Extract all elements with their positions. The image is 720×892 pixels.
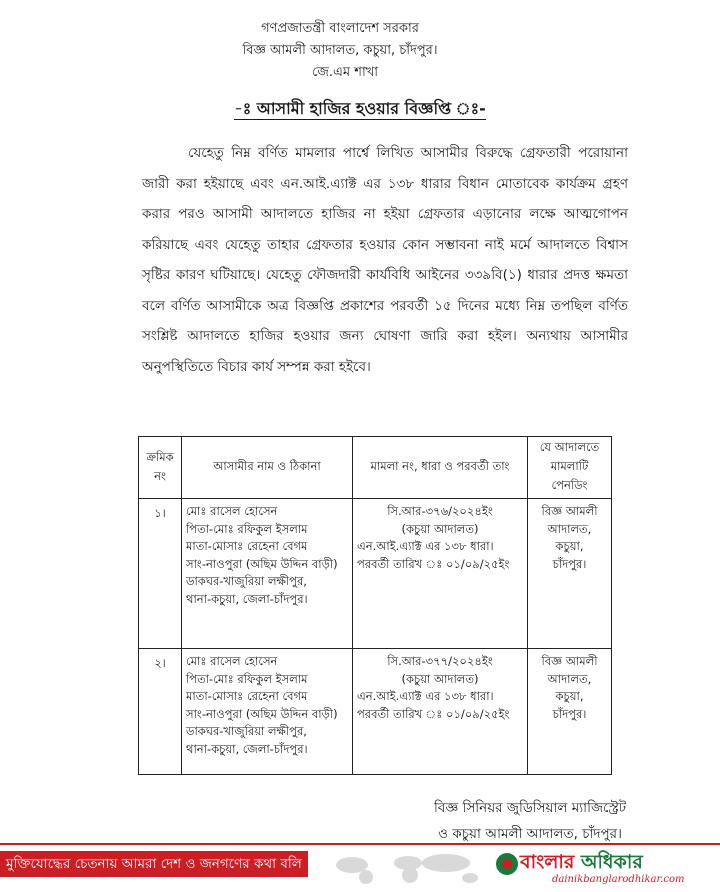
row-court: [528, 649, 612, 775]
accused-mother: মাতা-মোসাঃ রেহেনা বেগম: [186, 539, 308, 553]
brand-name-part1: বাংলার: [520, 851, 575, 873]
newspaper-brand[interactable]: [490, 847, 715, 891]
serial-header-line1: ক্রমিক: [146, 449, 174, 464]
accused-name: মোঃ রাসেল হোসেন: [186, 504, 278, 518]
accused-mother: মাতা-মোসাঃ রেহেনা বেগম: [186, 689, 308, 703]
case-next-date: পরবর্তী তারিখ ঃ ০১/০৯/২৫ইং: [357, 556, 510, 571]
table-header-row: [139, 437, 612, 499]
court-line: আদালত, কচুয়া,: [547, 671, 592, 703]
court-line: চাঁদপুর।: [552, 556, 587, 571]
case-section: এন.আই.এ্যাক্ট এর ১৩৮ ধারা।: [357, 689, 494, 703]
signature-block: [370, 795, 690, 847]
brand-name-part2: অধিকার: [581, 851, 643, 873]
case-number: সি.আর-৩৭৬/২০২৪ইং: [387, 504, 493, 518]
accused-village: সাং-নাওপুরা (অছিম উদ্দিন বাড়ী): [186, 706, 338, 721]
brand-url[interactable]: dainikbanglarodhikar.com: [552, 874, 685, 885]
accused-village: সাং-নাওপুরা (অছিম উদ্দিন বাড়ী): [186, 556, 338, 571]
newspaper-footer: [0, 843, 720, 892]
accused-name: মোঃ রাসেল হোসেন: [186, 654, 278, 668]
name-header: আসামীর নাম ও ঠিকানা: [182, 437, 353, 499]
notice-title: [0, 96, 720, 123]
signature-line2: ও কচুয়া আমলী আদালত, চাঁদপুর।: [438, 826, 622, 842]
footer-slogan: মুক্তিযোদ্ধের চেতনায় আমরা দেশ ও জনগণের কথা বলি: [0, 851, 308, 877]
accused-father: পিতা-মোঃ রফিকুল ইসলাম: [186, 671, 308, 686]
notice-title-text: -ঃ আসামী হাজির হওয়ার বিজ্ঞপ্তি ঃ-: [234, 99, 486, 118]
case-header: মামলা নং, ধারা ও পরবর্তী তাং: [353, 437, 528, 499]
accused-post-office: ডাকঘর-খাজুরিয়া লক্ষীপুর,: [186, 574, 307, 588]
court-header-line1: যে আদালতে: [539, 440, 600, 454]
row-case: [353, 649, 528, 775]
notice-body: [142, 138, 628, 382]
accused-table: [138, 436, 612, 775]
accused-father: পিতা-মোঃ রফিকুল ইসলাম: [186, 521, 308, 536]
case-next-date: পরবর্তী তারিখ ঃ ০১/০৯/২৫ইং: [357, 706, 510, 721]
accused-police-station: থানা-কচুয়া, জেলা-চাঁদপুর।: [186, 591, 308, 606]
case-number: সি.আর-৩৭৭/২০২৪ইং: [387, 654, 493, 668]
court-header: [528, 437, 612, 499]
accused-post-office: ডাকঘর-খাজুরিয়া লক্ষীপুর,: [186, 724, 307, 738]
row-case: [353, 499, 528, 649]
case-court: (কচুয়া আদালত): [401, 521, 479, 536]
court-header-line2: মামলাটি পেনডিং: [550, 459, 589, 492]
court-line: বিজ্ঞ আমলী: [541, 654, 598, 668]
signature-line1: বিজ্ঞ সিনিয়র জুডিসিয়াল ম্যাজিস্ট্রেট: [433, 800, 627, 816]
court-line: আদালত, কচুয়া,: [547, 521, 592, 553]
branch-header-line: জে.এম শাখা: [311, 65, 379, 80]
serial-header-line2: নং: [154, 468, 166, 483]
brand-logo-icon: [494, 851, 520, 877]
accused-police-station: থানা-কচুয়া, জেলা-চাঁদপুর।: [186, 741, 308, 756]
court-line: বিজ্ঞ আমলী: [541, 504, 598, 518]
serial-header: [139, 437, 182, 499]
court-line: চাঁদপুর।: [552, 706, 587, 721]
row-accused: [182, 649, 353, 775]
court-header-line: বিজ্ঞ আমলী আদালত, কচুয়া, চাঁদপুর।: [242, 43, 438, 58]
row-serial: ২।: [139, 649, 182, 775]
notice-paragraph: যেহেতু নিম্ন বর্ণিত মামলার পার্শ্বে লিখিত আসামীর বিরুদ্ধে গ্রেফতারী পরোয়ানা জারী করা হইয়াছে এবং এন.আই.এ্যাক্ট এর ১৩৮ ধারার বিধান মোতাবেক কার্যক্রম গ্রহণ করার পরও আসামী আদালতে হাজির না হইয়া গ্রেফতার এড়ানোর লক্ষে আত্মগোপন করিয়াছে এবং যেহেতু তাহার গ্রেফতার হওয়ার কোন সম্ভাবনা নাই মর্মে আদালতে বিশ্বাস সৃষ্টির কারণ ঘটিয়াছে। যেহেতু ফৌজদারী কার্যবিধি আইনের ৩৩৯বি(১) ধারার প্রদত্ত ক্ষমতা বলে বর্ণিত আসামীকে অত্র বিজ্ঞপ্তি প্রকাশের পরবর্তী ১৫ দিনের মধ্যে নিম্ন তপছিল বর্ণিত সংশ্লিষ্ট আদালতে হাজির হওয়ার জন্য ঘোষণা জারি করা হইল। অন্যথায় আসামীর অনুপস্থিতিতে বিচার কার্য সম্পন্ন করা হইবে।: [142, 145, 628, 375]
row-accused: [182, 499, 353, 649]
world-map-icon: [330, 851, 490, 885]
row-court: [528, 499, 612, 649]
table-row: [139, 499, 612, 649]
govt-header-line: গণপ্রজাতন্ত্রী বাংলাদেশ সরকার: [261, 21, 419, 36]
table-row: [139, 649, 612, 775]
case-section: এন.আই.এ্যাক্ট এর ১৩৮ ধারা।: [357, 539, 494, 553]
case-court: (কচুয়া আদালত): [401, 671, 479, 686]
row-serial: ১।: [139, 499, 182, 649]
